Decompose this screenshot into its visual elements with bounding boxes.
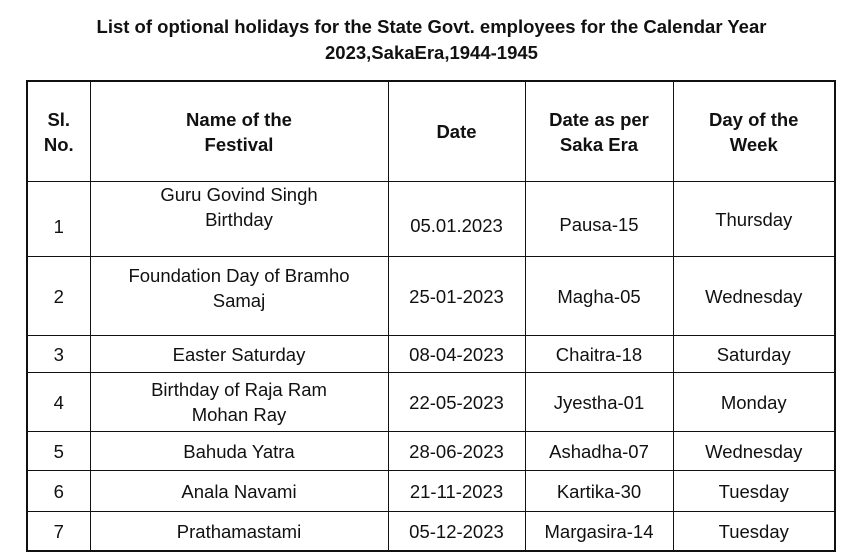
cell-day-of-week: Saturday <box>673 336 835 373</box>
cell-date: 25-01-2023 <box>388 257 525 336</box>
document-title <box>20 14 843 66</box>
cell-date: 05-12-2023 <box>388 512 525 552</box>
cell-day-of-week: Tuesday <box>673 471 835 512</box>
header-row <box>27 81 835 182</box>
table-row <box>27 257 835 336</box>
cell-sl-no: 2 <box>27 257 90 336</box>
cell-sl-no: 3 <box>27 336 90 373</box>
cell-sl-no: 1 <box>27 182 90 257</box>
title-line-1: List of optional holidays for the State Govt. employees for the Calendar Year <box>96 16 767 37</box>
header-saka-date: Date as per Saka Era <box>525 81 673 182</box>
cell-saka-date: Ashadha-07 <box>525 432 673 471</box>
cell-saka-date: Jyestha-01 <box>525 373 673 432</box>
cell-saka-date: Kartika-30 <box>525 471 673 512</box>
cell-day-of-week: Thursday <box>673 182 835 257</box>
cell-date: 08-04-2023 <box>388 336 525 373</box>
header-date: Date <box>388 81 525 182</box>
cell-saka-date: Magha-05 <box>525 257 673 336</box>
cell-day-of-week: Wednesday <box>673 432 835 471</box>
cell-date: 21-11-2023 <box>388 471 525 512</box>
header-festival-name: Name of the Festival <box>90 81 388 182</box>
cell-day-of-week: Tuesday <box>673 512 835 552</box>
table-row <box>27 471 835 512</box>
cell-day-of-week: Monday <box>673 373 835 432</box>
cell-festival-name: Anala Navami <box>90 471 388 512</box>
table-row <box>27 373 835 432</box>
cell-saka-date: Pausa-15 <box>525 182 673 257</box>
cell-saka-date: Margasira-14 <box>525 512 673 552</box>
holidays-table <box>26 80 836 552</box>
cell-festival-name: Bahuda Yatra <box>90 432 388 471</box>
cell-sl-no: 5 <box>27 432 90 471</box>
cell-festival-name: Easter Saturday <box>90 336 388 373</box>
cell-sl-no: 7 <box>27 512 90 552</box>
header-day-of-week: Day of the Week <box>673 81 835 182</box>
cell-sl-no: 6 <box>27 471 90 512</box>
cell-festival-name: Guru Govind Singh Birthday <box>90 182 388 257</box>
table-row <box>27 512 835 552</box>
title-line-2: 2023,SakaEra,1944-1945 <box>325 42 538 63</box>
table-row <box>27 336 835 373</box>
table-row <box>27 432 835 471</box>
cell-date: 28-06-2023 <box>388 432 525 471</box>
cell-date: 22-05-2023 <box>388 373 525 432</box>
cell-festival-name: Prathamastami <box>90 512 388 552</box>
header-sl-no: Sl. No. <box>27 81 90 182</box>
cell-festival-name: Birthday of Raja Ram Mohan Ray <box>90 373 388 432</box>
cell-day-of-week: Wednesday <box>673 257 835 336</box>
cell-sl-no: 4 <box>27 373 90 432</box>
table-row <box>27 182 835 257</box>
cell-saka-date: Chaitra-18 <box>525 336 673 373</box>
cell-date: 05.01.2023 <box>388 182 525 257</box>
cell-festival-name: Foundation Day of Bramho Samaj <box>90 257 388 336</box>
